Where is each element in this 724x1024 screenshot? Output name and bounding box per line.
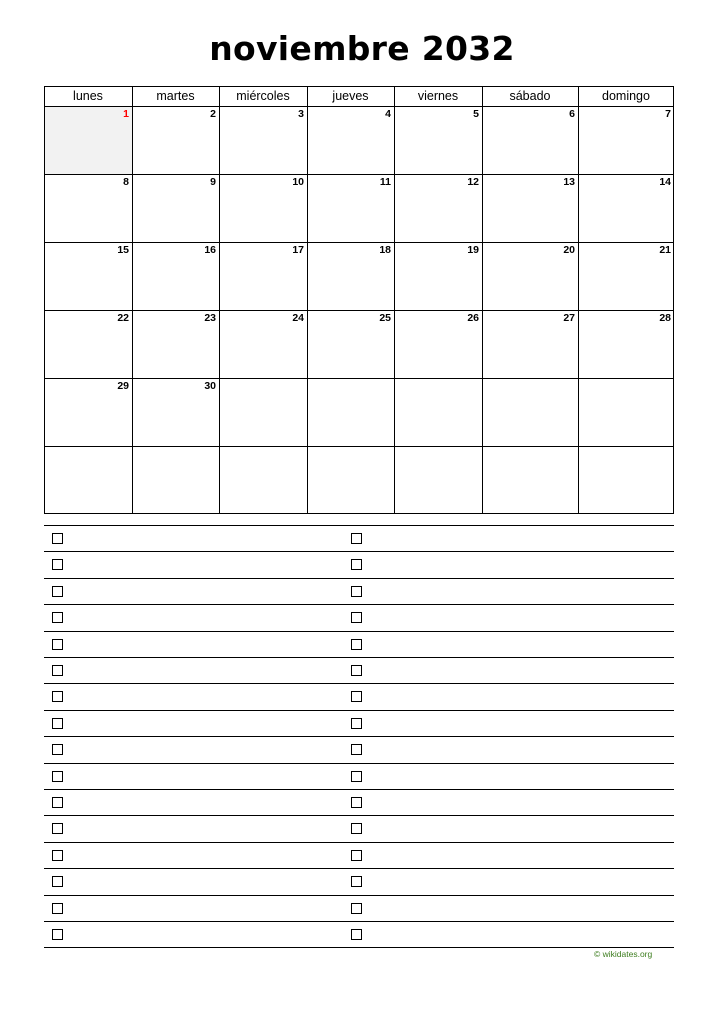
weekday-header: viernes — [417, 89, 459, 103]
grid-line — [307, 86, 308, 514]
checkbox[interactable] — [351, 559, 362, 570]
checkbox[interactable] — [351, 744, 362, 755]
grid-line — [44, 378, 674, 379]
day-cell: 25 — [379, 312, 391, 324]
day-cell: 20 — [563, 244, 575, 256]
checkbox[interactable] — [351, 639, 362, 650]
day-cell: 4 — [385, 108, 391, 120]
day-cell: 1 — [123, 108, 129, 120]
day-cell: 22 — [117, 312, 129, 324]
checkbox[interactable] — [52, 639, 63, 650]
day-cell: 27 — [563, 312, 575, 324]
checklist-rule — [44, 868, 674, 869]
checkbox[interactable] — [52, 797, 63, 808]
checkbox[interactable] — [52, 665, 63, 676]
calendar-grid — [44, 86, 674, 514]
day-cell: 5 — [473, 108, 479, 120]
checklist-rule — [44, 895, 674, 896]
checklist-rule — [44, 683, 674, 684]
grid-line — [44, 86, 674, 87]
grid-line — [44, 242, 674, 243]
checklist-rule — [44, 551, 674, 552]
checkbox[interactable] — [52, 744, 63, 755]
day-cell: 7 — [665, 108, 671, 120]
day-cell: 26 — [467, 312, 479, 324]
checkbox[interactable] — [52, 586, 63, 597]
day-cell: 6 — [569, 108, 575, 120]
checkbox[interactable] — [351, 903, 362, 914]
checklist-rule — [44, 736, 674, 737]
day-cell: 12 — [467, 176, 479, 188]
day-cell: 17 — [292, 244, 304, 256]
weekday-header: lunes — [73, 89, 103, 103]
checkbox[interactable] — [351, 691, 362, 702]
checklist-rule — [44, 525, 674, 526]
checkbox[interactable] — [52, 612, 63, 623]
checkbox[interactable] — [351, 823, 362, 834]
checklist-rule — [44, 921, 674, 922]
grid-line — [44, 446, 674, 447]
grid-line — [578, 86, 579, 514]
checkbox[interactable] — [52, 718, 63, 729]
day-cell: 24 — [292, 312, 304, 324]
day-cell: 30 — [204, 380, 216, 392]
day-cell: 15 — [117, 244, 129, 256]
weekday-header: jueves — [332, 89, 369, 103]
checkbox[interactable] — [52, 850, 63, 861]
grid-line — [219, 86, 220, 514]
checklist — [44, 525, 674, 949]
checkbox[interactable] — [351, 797, 362, 808]
checkbox[interactable] — [351, 850, 362, 861]
grid-line — [44, 86, 45, 514]
day-cell: 28 — [659, 312, 671, 324]
checklist-rule — [44, 763, 674, 764]
grid-line — [44, 174, 674, 175]
grid-line — [482, 86, 483, 514]
checkbox[interactable] — [52, 929, 63, 940]
day-cell: 11 — [379, 176, 391, 188]
grid-line — [44, 513, 674, 514]
day-cell: 9 — [210, 176, 216, 188]
checkbox[interactable] — [351, 665, 362, 676]
grid-line — [132, 86, 133, 514]
checklist-rule — [44, 815, 674, 816]
grid-line — [44, 106, 674, 107]
checkbox[interactable] — [351, 612, 362, 623]
day-cell: 3 — [298, 108, 304, 120]
day-cell: 2 — [210, 108, 216, 120]
checklist-rule — [44, 710, 674, 711]
checklist-rule — [44, 842, 674, 843]
day-cell: 14 — [659, 176, 671, 188]
checklist-rule — [44, 578, 674, 579]
checklist-rule — [44, 657, 674, 658]
day-cell: 16 — [204, 244, 216, 256]
checkbox[interactable] — [52, 823, 63, 834]
grid-line — [44, 310, 674, 311]
checkbox[interactable] — [52, 771, 63, 782]
weekday-header: domingo — [602, 89, 650, 103]
weekday-header: martes — [156, 89, 195, 103]
day-cell: 8 — [123, 176, 129, 188]
footer-credit: © wikidates.org — [594, 949, 653, 959]
page-title: noviembre 2032 — [209, 29, 515, 68]
checkbox[interactable] — [351, 533, 362, 544]
checkbox[interactable] — [351, 771, 362, 782]
day-cell: 19 — [467, 244, 479, 256]
checkbox[interactable] — [351, 718, 362, 729]
day-cell: 18 — [379, 244, 391, 256]
weekday-header: sábado — [509, 89, 551, 103]
grid-line — [394, 86, 395, 514]
day-cell: 10 — [292, 176, 304, 188]
grid-line — [673, 86, 674, 514]
day-cell: 21 — [659, 244, 671, 256]
checkbox[interactable] — [52, 533, 63, 544]
checkbox[interactable] — [351, 586, 362, 597]
checklist-rule — [44, 604, 674, 605]
weekday-header: miércoles — [236, 89, 290, 103]
checkbox[interactable] — [52, 559, 63, 570]
checkbox[interactable] — [351, 929, 362, 940]
checkbox[interactable] — [52, 691, 63, 702]
checklist-rule — [44, 631, 674, 632]
checkbox[interactable] — [351, 876, 362, 887]
day-cell: 29 — [117, 380, 129, 392]
checkbox[interactable] — [52, 876, 63, 887]
checklist-rule — [44, 947, 674, 948]
day-cell: 23 — [204, 312, 216, 324]
checkbox[interactable] — [52, 903, 63, 914]
day-cell: 13 — [563, 176, 575, 188]
checklist-rule — [44, 789, 674, 790]
